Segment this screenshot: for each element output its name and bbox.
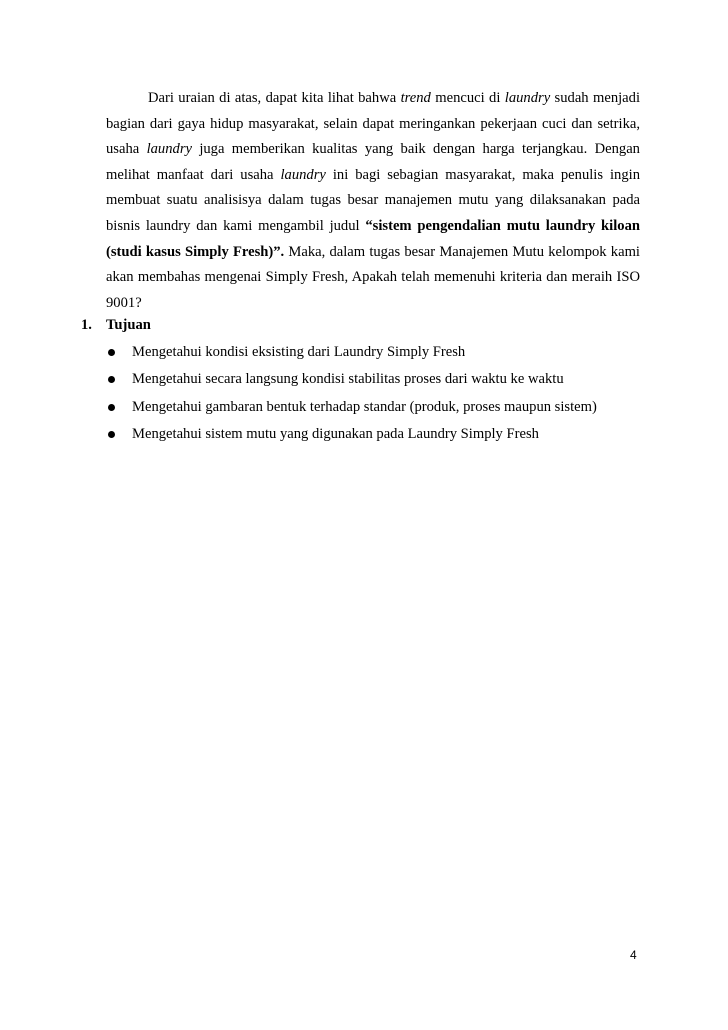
bullet-icon: [108, 431, 115, 438]
bullet-icon: [108, 376, 115, 383]
section-number: 1.: [81, 317, 92, 333]
paragraph-line: bagian dari gaya hidup masyarakat, selain dapat meringankan pekerjaan cuci dan setrika,: [106, 115, 640, 132]
page-number: 4: [630, 948, 637, 962]
paragraph-line: membuat suatu analisisya dalam tugas besar manajemen mutu yang dilaksanakan pada: [106, 192, 640, 209]
section-title: Tujuan: [106, 317, 151, 333]
objectives-list: [106, 341, 597, 450]
paragraph-line: melihat manfaat dari usaha laundry ini bagi sebagian masyarakat, maka penulis ingin: [106, 166, 640, 183]
list-item: Mengetahui gambaran bentuk terhadap standar (produk, proses maupun sistem): [106, 396, 597, 423]
paragraph-line: Dari uraian di atas, dapat kita lihat bahwa trend mencuci di laundry sudah menjadi: [148, 90, 640, 106]
paragraph-line: akan membahas mengenai Simply Fresh, Apakah telah memenuhi kriteria dan meraih ISO: [106, 269, 640, 286]
italic-term: laundry: [146, 141, 192, 158]
bullet-icon: [108, 404, 115, 411]
intro-paragraph: [106, 86, 640, 316]
italic-term: laundry: [504, 90, 551, 106]
bullet-icon: [108, 349, 115, 356]
paragraph-line: usaha laundry juga memberikan kualitas yang baik dengan harga terjangkau. Dengan: [106, 141, 640, 158]
section-heading: [81, 314, 151, 336]
italic-term: trend: [400, 90, 431, 106]
list-item: Mengetahui secara langsung kondisi stabilitas proses dari waktu ke waktu: [106, 368, 597, 395]
italic-term: laundry: [280, 166, 326, 183]
paragraph-line: (studi kasus Simply Fresh)”. Maka, dalam tugas besar Manajemen Mutu kelompok kami: [106, 243, 640, 260]
paragraph-line: 9001?: [106, 294, 142, 311]
bold-title: (studi kasus Simply Fresh)”.: [106, 243, 285, 260]
bold-title: “sistem pengendalian mutu laundry kiloan: [365, 217, 640, 234]
paragraph-line: bisnis laundry dan kami mengambil judul “sistem pengendalian mutu laundry kiloan: [106, 217, 640, 234]
list-item: Mengetahui kondisi eksisting dari Laundry Simply Fresh: [106, 341, 597, 368]
list-item: Mengetahui sistem mutu yang digunakan pada Laundry Simply Fresh: [106, 423, 597, 450]
